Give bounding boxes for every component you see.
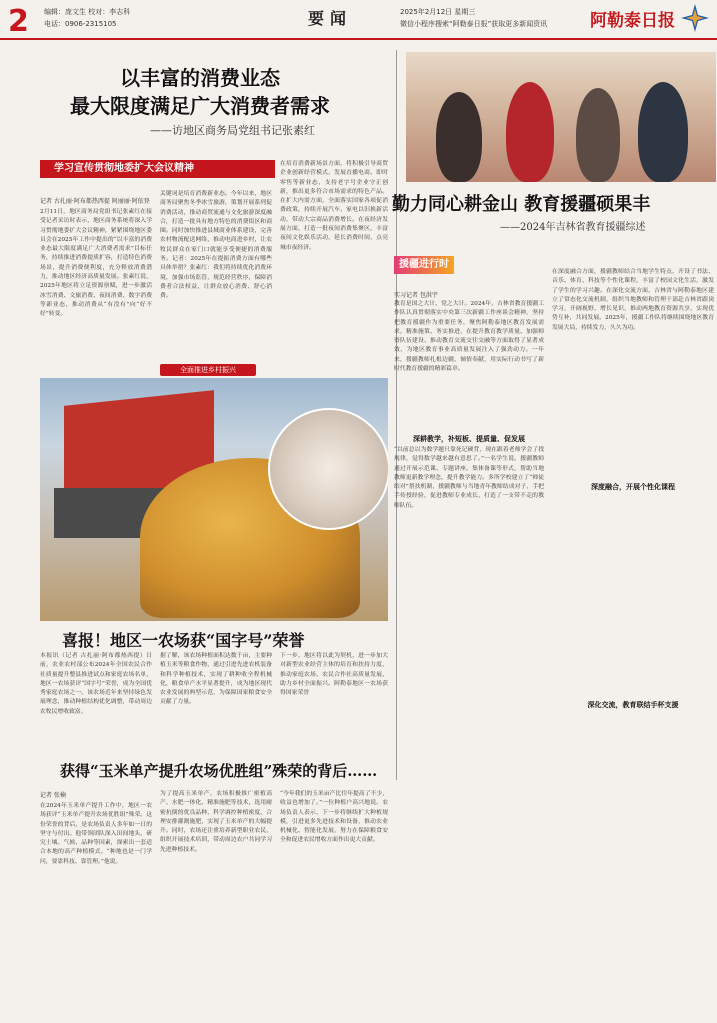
article2-subtitle: ——2024年吉林省教育援疆综述 bbox=[500, 222, 646, 233]
article3-column-3: 下一步，地区将以此为契机，进一步加大对新型农业经营主体的培育和扶持力度，推动家庭农场、农民合作社高质量发展，助力乡村全面振兴。阿勒泰地区一农场获得国家荣誉 bbox=[280, 653, 388, 697]
article1-column-1: 2月11日，地区商务局党组书记张素红在接受记者采访时表示，地区商务系统将深入学习贯彻地委扩大会议精神，紧紧围绕地区委员会在2025年工作中提出的“以丰富的消费业态最大限度满足广大消费者需求”目标任务，持续推进消费提质扩容，打造特色消费场景，提升消费便利度，充分释放消费潜力，推动地区经济高质量发展。张素红说，2025年地区将立足资源禀赋，进一步激活冰雪消费、文旅消费、夜间消费、数字消费等新业态，推动消费从“有没有”向“好不好”转变。 bbox=[40, 209, 152, 318]
article1-headline bbox=[40, 64, 360, 120]
article2-banner: 援疆进行时 bbox=[394, 256, 454, 274]
editor-line: 编辑：庞文生 校对：李志科 bbox=[44, 8, 131, 16]
article3-column-1: 本报讯（记者 古扎丽·阿布都热西提）日前，农业农村部公布2024年全国农民合作社质量提升整县推进试点和家庭农场名单，地区一农场获评“国字号”荣誉，成为全国优秀家庭农场之一。该农场近年来坚持绿色发展理念，推动种植结构优化调整，带动周边农牧民增收致富。 bbox=[40, 653, 152, 715]
date-info bbox=[400, 6, 547, 30]
article1-column-2: 关键词是培育消费新业态。今年以来，地区商务局聚焦冬季冰雪旅游，策划开展系列促消费活动，推动商贸流通与文化旅游深度融合，打造一批具有地方特色的消费街区和商圈。同时加快推进县域商业体系建设，完善农村物流配送网络，推动电商进乡村，让农牧民群众在家门口就能享受便捷的消费服务。记者：2025年在提振消费方面有哪些具体举措？张素红：我们将持续优化消费环境，加强市场监管，规范经营秩序，保障消费者合法权益，让群众放心消费、舒心消费。 bbox=[160, 191, 272, 300]
article2-column-1: 教育是国之大计、党之大计。2024年，吉林省教育援疆工作队认真贯彻落实中央第三次新疆工作座谈会精神，坚持把教育援疆作为重要任务，聚焦阿勒泰地区教育发展需求，精准施策、务实推进，在提升教育教学质量、加强师资队伍建设、推动教育交流交往交融等方面取得了显著成效，为地区教育事业高质量发展注入了强劲动力。一年来，援疆教师扎根边疆，倾情奉献，用实际行动书写了新时代教育援疆的精彩篇章。 bbox=[394, 301, 544, 373]
phone-line: 电话：0906-2315105 bbox=[44, 20, 117, 28]
newspaper-logo-icon bbox=[680, 3, 710, 33]
article1-headline-line2: 最大限度满足广大消费者需求 bbox=[70, 94, 330, 118]
article2-subhead-3: 深化交流，教育联结手杯支援 bbox=[587, 700, 679, 709]
photo-inset bbox=[268, 408, 388, 530]
newspaper-masthead: 阿勒泰日报 bbox=[590, 11, 675, 31]
article2-headline: 勤力同心耕金山 教育援疆硕果丰 bbox=[392, 194, 651, 215]
article2-subhead-1: 深耕教学，补短板、提质量、促发展 bbox=[413, 434, 525, 443]
photo-figure bbox=[638, 82, 688, 182]
article2-byline: 实习记者 包洪宇 bbox=[394, 292, 438, 299]
photo-figure bbox=[506, 82, 554, 182]
article2-column-2: “以前总以为数学题只靠死记硬背，现在跟着老师学会了找规律，觉得数学越来越有意思了。”一名学生说。援疆教师通过开展示范课、专题讲座、集体备课等形式，帮助当地教师更新教学理念，提升教学能力。多所学校建立了“师徒结对”帮扶机制，援疆教师与当地青年教师结成对子，手把手传授经验，促进教师专业成长，打造了一支带不走的教师队伍。 bbox=[394, 447, 544, 509]
article4-column-1: 在2024年玉米单产提升工作中，地区一农场获评“玉米单产提升农场优胜组”殊荣。这份荣誉的背后，是农场负责人多年如一日的坚守与付出。他带领团队深入田间地头，研究土壤、气候、品种等因素，探索出一套适合本地的高产种植模式。“种地也是一门学问，要靠科技、靠管理。”他说。 bbox=[40, 803, 152, 865]
article2-column-3: 在深度融合方面，援疆教师结合当地学生特点，开设了书法、音乐、体育、科技等个性化课程，丰富了校园文化生活，激发了学生的学习兴趣。在深化交流方面，吉林省与阿勒泰地区建立了常态化交流机制，组织当地教师和管理干部赴吉林省跟岗学习，开阔视野、增长见识，推动两地教育资源共享，实现优势互补，共同发展。2025年，援疆工作队将继续围绕地区教育发展大局，持续发力，久久为功。 bbox=[552, 269, 714, 331]
photo-figure bbox=[576, 88, 620, 182]
article3-headline: 喜报！地区一农场获“国字号”荣誉 bbox=[62, 631, 305, 650]
article3-column-2: 据了解，该农场种植面积达数千亩，主要种植玉米等粮食作物，通过引进先进农机装备和科学种植技术，实现了耕种收全程机械化，粮食单产水平显著提升，成为地区现代农业发展的典型示范，为保障国家粮食安全贡献了力量。 bbox=[160, 653, 272, 706]
article1-banner: 学习宣传贯彻地委扩大会议精神 bbox=[40, 160, 275, 178]
section-title: 要闻 bbox=[308, 9, 353, 28]
article3-banner: 全面推进乡村振兴 bbox=[160, 364, 256, 376]
article2-subhead-2: 深度融合，开展个性化课程 bbox=[591, 482, 675, 491]
article4-byline: 记者 张楠 bbox=[40, 792, 66, 799]
photo-figure bbox=[436, 92, 482, 182]
wechat-line: 微信小程序搜索“阿勒泰日报”获取更多新闻资讯 bbox=[400, 20, 548, 28]
article4-column-3: “今年我们的玉米亩产比往年提高了不少，收益也增加了。”一位种植户高兴地说。农场负责人表示，下一步将继续扩大种植规模，引进更多先进技术和设备，推动农业机械化、智能化发展，努力在保障粮食安全和促进农民增收方面作出更大贡献。 bbox=[280, 791, 388, 844]
article4-headline: 获得“玉米单产提升农场优胜组”殊荣的背后…… bbox=[60, 762, 378, 780]
page-number: 2 bbox=[8, 4, 29, 39]
article1-headline-line1: 以丰富的消费业态 bbox=[120, 66, 280, 90]
article4-column-2: 为了提高玉米单产，农场积极推广密植高产、水肥一体化、精准施肥等技术，选用耐密抗倒的优良品种，科学调控种植密度，合理安排灌溉施肥，实现了玉米单产的大幅提升。同时，农场还注重培养新型职业农民，组织开展技术培训，带动周边农户共同学习先进种植技术。 bbox=[160, 791, 272, 853]
editor-info bbox=[44, 6, 130, 30]
article1-subtitle: ——访地区商务局党组书记张素红 bbox=[150, 124, 315, 137]
article1-column-3: 在培育消费新场景方面，将积极引导商贸企业创新经营模式，发展直播电商、即时零售等新业态，支持老字号企业守正创新，推出更多符合市场需求的特色产品。在扩大内需方面，全面落实国家各项促消费政策，持续开展汽车、家电以旧换新活动，带动大宗商品消费增长。在夜经济发展方面，打造一批夜间消费集聚区，丰富夜间文化娱乐活动，延长消费时间，点亮城市夜经济。 bbox=[280, 161, 388, 251]
article2-photo bbox=[406, 52, 716, 182]
page-header bbox=[0, 0, 717, 40]
article3-photo bbox=[40, 378, 388, 621]
date-line: 2025年2月12日 星期三 bbox=[400, 8, 476, 16]
article1-byline: 记者 古扎丽·阿布都热西提 阿丽丽·阿依登 bbox=[40, 198, 150, 205]
